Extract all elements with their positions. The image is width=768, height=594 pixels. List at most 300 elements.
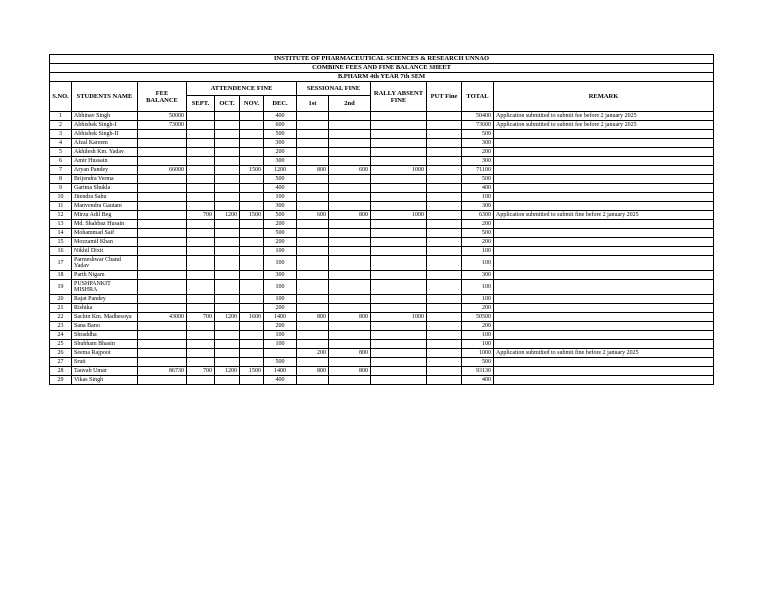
cell-student-name: Afzal Kareem [72, 139, 138, 148]
cell-rally-absent-fine [371, 184, 427, 193]
cell-rally-absent-fine [371, 139, 427, 148]
sheet-subtitle: COMBINE FEES AND FINE BALANCE SHEET [50, 64, 714, 73]
cell-dec [264, 349, 297, 358]
cell-put-fine [427, 130, 462, 139]
cell-student-name: Abhinav Singh [72, 112, 138, 121]
cell-nov [240, 121, 264, 130]
cell-fee-balance [138, 139, 187, 148]
cell-oct [215, 175, 240, 184]
cell-remark [494, 229, 714, 238]
cell-dec: 1400 [264, 313, 297, 322]
table-row [50, 304, 714, 313]
cell-put-fine [427, 256, 462, 271]
cell-sessional-2nd [329, 304, 371, 313]
cell-sno: 27 [50, 358, 72, 367]
cell-student-name: Brijendra Verma [72, 175, 138, 184]
cell-nov [240, 349, 264, 358]
cell-put-fine [427, 376, 462, 385]
cell-sessional-1st [297, 229, 329, 238]
table-row [50, 238, 714, 247]
cell-rally-absent-fine [371, 202, 427, 211]
cell-dec: 200 [264, 238, 297, 247]
cell-nov [240, 331, 264, 340]
cell-remark [494, 271, 714, 280]
cell-remark [494, 139, 714, 148]
cell-sessional-2nd: 600 [329, 166, 371, 175]
cell-nov [240, 193, 264, 202]
cell-nov [240, 358, 264, 367]
cell-sept: 700 [187, 313, 215, 322]
cell-sept [187, 331, 215, 340]
cell-sno: 12 [50, 211, 72, 220]
cell-sno: 20 [50, 295, 72, 304]
cell-student-name: Sachin Km. Madhesoya [72, 313, 138, 322]
cell-remark [494, 304, 714, 313]
cell-fee-balance: 86730 [138, 367, 187, 376]
header-rally-absent-fine: RALLY ABSENT FINE [371, 82, 427, 112]
cell-put-fine [427, 313, 462, 322]
cell-fee-balance: 50000 [138, 112, 187, 121]
cell-remark [494, 247, 714, 256]
cell-dec: 100 [264, 340, 297, 349]
table-row [50, 376, 714, 385]
cell-fee-balance [138, 358, 187, 367]
cell-sessional-2nd: 800 [329, 211, 371, 220]
cell-total: 100 [462, 247, 494, 256]
cell-total: 500 [462, 175, 494, 184]
cell-put-fine [427, 193, 462, 202]
cell-dec: 500 [264, 130, 297, 139]
cell-put-fine [427, 295, 462, 304]
cell-dec: 400 [264, 112, 297, 121]
cell-fee-balance [138, 376, 187, 385]
cell-dec: 200 [264, 304, 297, 313]
cell-sessional-2nd [329, 322, 371, 331]
cell-put-fine [427, 280, 462, 295]
cell-total: 400 [462, 376, 494, 385]
cell-sessional-1st [297, 376, 329, 385]
cell-sept [187, 247, 215, 256]
cell-total: 500 [462, 229, 494, 238]
cell-total: 93130 [462, 367, 494, 376]
cell-student-name: Tauvab Umar [72, 367, 138, 376]
cell-oct [215, 193, 240, 202]
cell-sessional-2nd [329, 112, 371, 121]
cell-rally-absent-fine [371, 304, 427, 313]
cell-total: 100 [462, 340, 494, 349]
cell-sno: 25 [50, 340, 72, 349]
cell-put-fine [427, 121, 462, 130]
cell-sessional-1st [297, 139, 329, 148]
cell-put-fine [427, 220, 462, 229]
cell-sept: 700 [187, 367, 215, 376]
cell-oct [215, 331, 240, 340]
table-row [50, 367, 714, 376]
header-total: TOTAL [462, 82, 494, 112]
cell-total: 300 [462, 202, 494, 211]
cell-total: 100 [462, 280, 494, 295]
cell-sessional-1st [297, 331, 329, 340]
cell-fee-balance [138, 220, 187, 229]
cell-total: 71100 [462, 166, 494, 175]
cell-oct [215, 148, 240, 157]
cell-oct [215, 271, 240, 280]
cell-oct [215, 247, 240, 256]
cell-nov [240, 184, 264, 193]
cell-remark [494, 280, 714, 295]
cell-rally-absent-fine [371, 271, 427, 280]
cell-sno: 5 [50, 148, 72, 157]
table-row [50, 220, 714, 229]
cell-sept [187, 148, 215, 157]
table-row [50, 202, 714, 211]
cell-nov [240, 256, 264, 271]
cell-nov [240, 175, 264, 184]
cell-sessional-1st [297, 220, 329, 229]
sheet-class-title: B.PHARM 4th YEAR 7th SEM [50, 73, 714, 82]
cell-sno: 16 [50, 247, 72, 256]
cell-sessional-2nd [329, 202, 371, 211]
cell-sno: 15 [50, 238, 72, 247]
cell-put-fine [427, 139, 462, 148]
cell-sept [187, 229, 215, 238]
cell-nov [240, 247, 264, 256]
cell-student-name: PUSHPANKIT MISHRA [72, 280, 138, 295]
cell-student-name: Mirza Adil Beg [72, 211, 138, 220]
cell-total: 50400 [462, 112, 494, 121]
cell-sno: 19 [50, 280, 72, 295]
cell-dec: 300 [264, 157, 297, 166]
cell-fee-balance: 73000 [138, 121, 187, 130]
cell-total: 300 [462, 271, 494, 280]
cell-sept [187, 121, 215, 130]
cell-fee-balance [138, 229, 187, 238]
table-row [50, 331, 714, 340]
cell-oct [215, 139, 240, 148]
cell-sessional-1st: 800 [297, 367, 329, 376]
cell-student-name: Manvendra Gautam [72, 202, 138, 211]
cell-sept [187, 220, 215, 229]
cell-student-name: Sruti [72, 358, 138, 367]
cell-sessional-2nd [329, 271, 371, 280]
cell-fee-balance [138, 148, 187, 157]
cell-sept [187, 139, 215, 148]
cell-student-name: Jitendra Sahu [72, 193, 138, 202]
cell-dec: 100 [264, 280, 297, 295]
table-row [50, 349, 714, 358]
cell-sessional-2nd [329, 220, 371, 229]
cell-sessional-1st [297, 247, 329, 256]
table-row [50, 130, 714, 139]
cell-oct [215, 184, 240, 193]
cell-student-name: Parth Nigam [72, 271, 138, 280]
cell-sept [187, 340, 215, 349]
cell-sno: 18 [50, 271, 72, 280]
cell-sessional-2nd [329, 193, 371, 202]
cell-fee-balance [138, 271, 187, 280]
cell-sno: 2 [50, 121, 72, 130]
cell-put-fine [427, 271, 462, 280]
table-row [50, 229, 714, 238]
cell-put-fine [427, 358, 462, 367]
cell-sept [187, 376, 215, 385]
cell-oct [215, 229, 240, 238]
cell-total: 200 [462, 148, 494, 157]
cell-sessional-1st: 800 [297, 166, 329, 175]
cell-sept [187, 202, 215, 211]
cell-sessional-1st [297, 157, 329, 166]
cell-sept [187, 238, 215, 247]
cell-sept [187, 295, 215, 304]
cell-rally-absent-fine [371, 121, 427, 130]
cell-total: 300 [462, 139, 494, 148]
cell-sessional-2nd [329, 229, 371, 238]
cell-total: 100 [462, 256, 494, 271]
cell-rally-absent-fine [371, 349, 427, 358]
cell-nov: 1500 [240, 367, 264, 376]
cell-sessional-1st [297, 175, 329, 184]
cell-oct [215, 256, 240, 271]
cell-rally-absent-fine: 1000 [371, 211, 427, 220]
cell-put-fine [427, 112, 462, 121]
cell-sessional-2nd [329, 358, 371, 367]
cell-rally-absent-fine [371, 130, 427, 139]
cell-oct [215, 112, 240, 121]
table-row [50, 184, 714, 193]
cell-sessional-2nd: 800 [329, 313, 371, 322]
cell-sessional-1st [297, 112, 329, 121]
cell-remark [494, 340, 714, 349]
cell-total: 6300 [462, 211, 494, 220]
cell-sessional-1st [297, 148, 329, 157]
cell-put-fine [427, 322, 462, 331]
cell-rally-absent-fine [371, 376, 427, 385]
cell-nov: 1500 [240, 211, 264, 220]
cell-student-name: Md. Shahbaz Husain [72, 220, 138, 229]
cell-oct: 1200 [215, 367, 240, 376]
cell-sno: 23 [50, 322, 72, 331]
cell-rally-absent-fine [371, 367, 427, 376]
cell-fee-balance [138, 349, 187, 358]
cell-sno: 6 [50, 157, 72, 166]
cell-sno: 4 [50, 139, 72, 148]
cell-oct [215, 157, 240, 166]
cell-dec: 300 [264, 202, 297, 211]
cell-sno: 21 [50, 304, 72, 313]
cell-remark: Application submitted to submit fee before 2 january 2025 [494, 121, 714, 130]
cell-sessional-1st [297, 202, 329, 211]
cell-rally-absent-fine [371, 112, 427, 121]
cell-sno: 11 [50, 202, 72, 211]
cell-oct [215, 358, 240, 367]
cell-dec: 200 [264, 322, 297, 331]
table-row [50, 280, 714, 295]
cell-fee-balance: 66000 [138, 166, 187, 175]
cell-dec: 300 [264, 139, 297, 148]
cell-sessional-1st [297, 340, 329, 349]
sheet-title: INSTITUTE OF PHARMACEUTICAL SCIENCES & RESEARCH UNNAO [50, 55, 714, 64]
cell-sessional-2nd [329, 157, 371, 166]
cell-remark [494, 175, 714, 184]
cell-student-name: Rajat Pandey [72, 295, 138, 304]
cell-rally-absent-fine: 1000 [371, 166, 427, 175]
cell-sessional-1st: 800 [297, 313, 329, 322]
cell-rally-absent-fine [371, 280, 427, 295]
cell-sessional-2nd [329, 280, 371, 295]
header-nov: NOV. [240, 96, 264, 112]
cell-total: 100 [462, 295, 494, 304]
cell-fee-balance [138, 295, 187, 304]
cell-sept [187, 157, 215, 166]
table-row [50, 175, 714, 184]
cell-total: 300 [462, 157, 494, 166]
cell-sept [187, 184, 215, 193]
cell-oct [215, 130, 240, 139]
cell-total: 100 [462, 331, 494, 340]
cell-student-name: Mohammad Saif [72, 229, 138, 238]
cell-dec: 600 [264, 121, 297, 130]
cell-remark [494, 376, 714, 385]
cell-sessional-2nd [329, 376, 371, 385]
cell-nov [240, 322, 264, 331]
cell-sno: 9 [50, 184, 72, 193]
header-student-name: STUDENTS NAME [72, 82, 138, 112]
cell-total: 400 [462, 184, 494, 193]
cell-nov [240, 271, 264, 280]
cell-dec: 100 [264, 295, 297, 304]
cell-remark [494, 184, 714, 193]
cell-dec: 400 [264, 184, 297, 193]
cell-oct [215, 322, 240, 331]
cell-total: 50500 [462, 313, 494, 322]
cell-nov [240, 148, 264, 157]
cell-oct [215, 376, 240, 385]
cell-nov [240, 340, 264, 349]
cell-sessional-1st [297, 322, 329, 331]
table-row [50, 139, 714, 148]
cell-total: 1000 [462, 349, 494, 358]
cell-sessional-1st [297, 295, 329, 304]
cell-student-name: Aryan Pandey [72, 166, 138, 175]
cell-nov [240, 376, 264, 385]
cell-remark: Application submitted to submit fee before 2 january 2025 [494, 112, 714, 121]
cell-total: 200 [462, 322, 494, 331]
cell-student-name: Garima Shukla [72, 184, 138, 193]
cell-rally-absent-fine [371, 331, 427, 340]
header-dec: DEC. [264, 96, 297, 112]
cell-nov [240, 157, 264, 166]
cell-oct [215, 220, 240, 229]
cell-nov [240, 112, 264, 121]
cell-put-fine [427, 157, 462, 166]
cell-sept [187, 193, 215, 202]
cell-sno: 1 [50, 112, 72, 121]
cell-remark: Application submitted to submit fine before 2 january 2025 [494, 349, 714, 358]
cell-remark [494, 193, 714, 202]
cell-sno: 14 [50, 229, 72, 238]
cell-sept [187, 256, 215, 271]
cell-sessional-2nd [329, 295, 371, 304]
cell-remark [494, 367, 714, 376]
cell-rally-absent-fine [371, 157, 427, 166]
cell-dec: 500 [264, 175, 297, 184]
cell-nov [240, 280, 264, 295]
cell-sno: 26 [50, 349, 72, 358]
header-fee-balance: FEE BALANCE [138, 82, 187, 112]
table-row [50, 121, 714, 130]
cell-total: 200 [462, 238, 494, 247]
cell-sept [187, 322, 215, 331]
cell-student-name: Abhishek Singh-I [72, 121, 138, 130]
cell-fee-balance [138, 193, 187, 202]
cell-rally-absent-fine [371, 175, 427, 184]
cell-put-fine [427, 148, 462, 157]
cell-sno: 22 [50, 313, 72, 322]
cell-dec: 200 [264, 220, 297, 229]
cell-sno: 3 [50, 130, 72, 139]
cell-nov: 1500 [240, 166, 264, 175]
cell-remark [494, 157, 714, 166]
cell-sept: 700 [187, 211, 215, 220]
cell-student-name: Shubham Bhasin [72, 340, 138, 349]
cell-sept [187, 271, 215, 280]
cell-nov [240, 238, 264, 247]
cell-sessional-1st [297, 358, 329, 367]
cell-rally-absent-fine [371, 148, 427, 157]
cell-student-name: Seema Rajpoot [72, 349, 138, 358]
cell-oct [215, 166, 240, 175]
cell-sessional-2nd [329, 247, 371, 256]
cell-dec: 300 [264, 271, 297, 280]
cell-rally-absent-fine [371, 229, 427, 238]
cell-sessional-1st [297, 271, 329, 280]
cell-student-name: Nikhil Dixit [72, 247, 138, 256]
cell-nov [240, 295, 264, 304]
table-row [50, 166, 714, 175]
cell-sessional-2nd [329, 340, 371, 349]
cell-fee-balance [138, 340, 187, 349]
cell-sept [187, 280, 215, 295]
table-row [50, 295, 714, 304]
cell-rally-absent-fine: 1000 [371, 313, 427, 322]
cell-remark [494, 148, 714, 157]
cell-sessional-1st: 600 [297, 211, 329, 220]
table-row [50, 211, 714, 220]
cell-remark [494, 295, 714, 304]
cell-sessional-1st [297, 256, 329, 271]
cell-rally-absent-fine [371, 247, 427, 256]
cell-sessional-2nd [329, 130, 371, 139]
header-attendance-fine: ATTENDENCE FINE [187, 82, 297, 96]
header-sessional-fine: SESSIONAL FINE [297, 82, 371, 96]
table-row [50, 112, 714, 121]
cell-put-fine [427, 175, 462, 184]
cell-sept [187, 358, 215, 367]
cell-sessional-1st [297, 130, 329, 139]
header-put-fine: PUT Fine [427, 82, 462, 112]
cell-dec: 500 [264, 358, 297, 367]
cell-remark: Application submitted to submit fine before 2 january 2025 [494, 211, 714, 220]
table-row [50, 247, 714, 256]
cell-rally-absent-fine [371, 322, 427, 331]
cell-total: 200 [462, 304, 494, 313]
cell-fee-balance [138, 202, 187, 211]
cell-total: 200 [462, 220, 494, 229]
cell-put-fine [427, 211, 462, 220]
cell-dec: 200 [264, 148, 297, 157]
cell-put-fine [427, 340, 462, 349]
cell-sessional-2nd: 800 [329, 349, 371, 358]
